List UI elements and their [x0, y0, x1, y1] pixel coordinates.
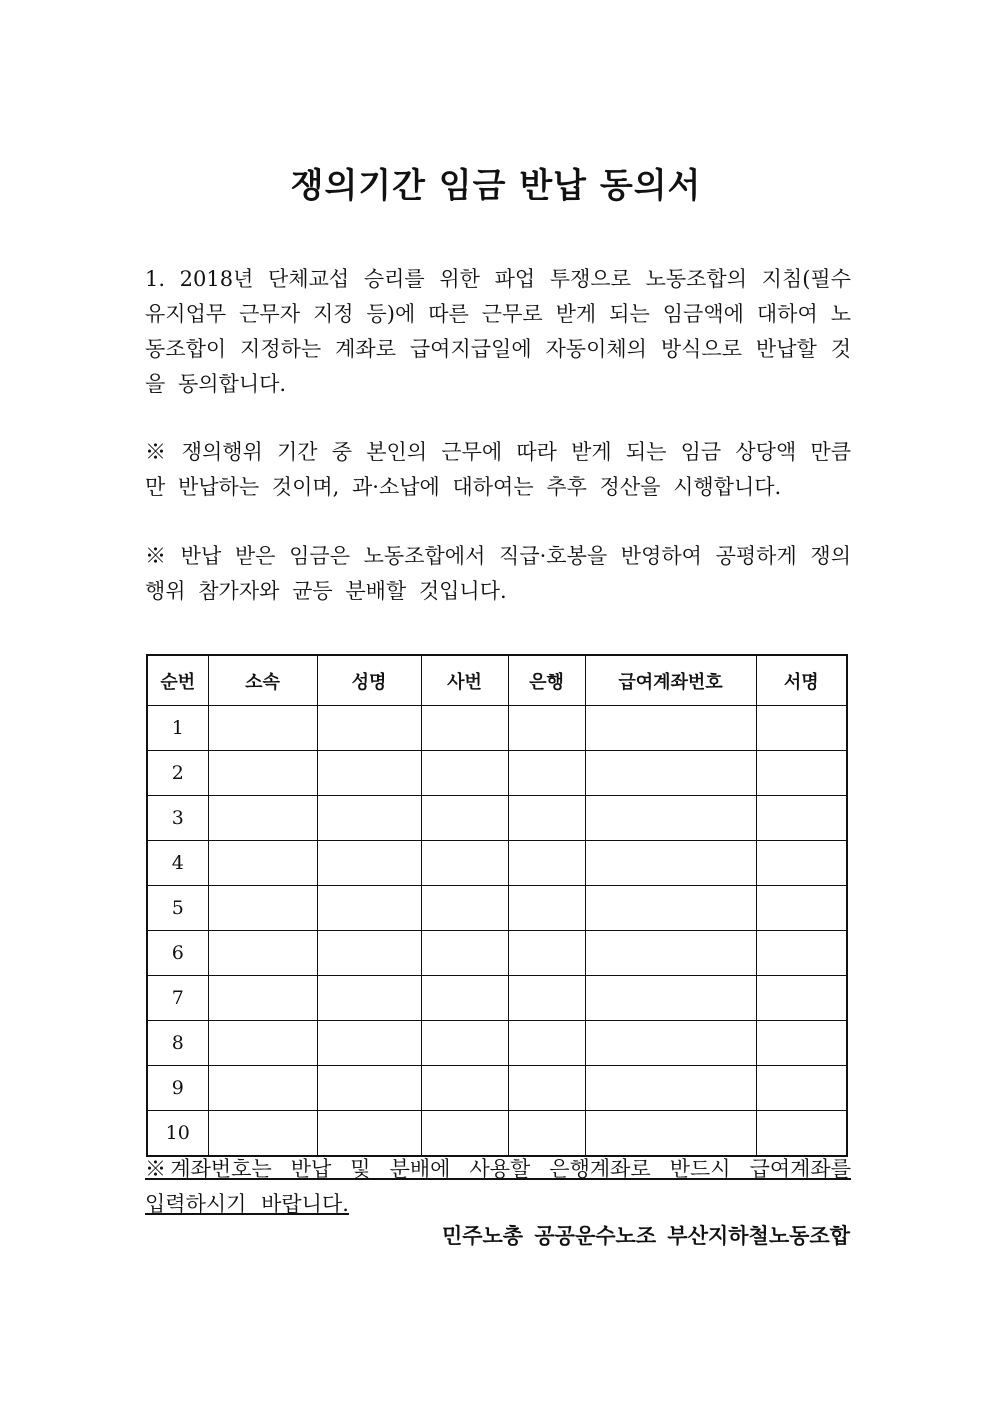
cell-bank[interactable] [508, 706, 585, 751]
cell-bank[interactable] [508, 1021, 585, 1066]
cell-bank[interactable] [508, 841, 585, 886]
cell-employee-id[interactable] [421, 976, 508, 1021]
signature-table [146, 654, 848, 1157]
note-paragraph-settlement: ※ 쟁의행위 기간 중 본인의 근무에 따라 받게 되는 임금 상당액 만큼만 반납하는 것이며, 과·소납에 대하여는 추후 정산을 시행합니다. [145, 440, 851, 499]
cell-seq: 10 [147, 1111, 208, 1157]
cell-affiliation[interactable] [208, 751, 317, 796]
cell-seq: 6 [147, 931, 208, 976]
cell-employee-id[interactable] [421, 841, 508, 886]
cell-account-number[interactable] [585, 796, 756, 841]
cell-name[interactable] [317, 841, 421, 886]
cell-employee-id[interactable] [421, 1021, 508, 1066]
cell-affiliation[interactable] [208, 841, 317, 886]
document-title: 쟁의기간 임금 반납 동의서 [290, 166, 702, 206]
cell-account-number[interactable] [585, 706, 756, 751]
cell-bank[interactable] [508, 886, 585, 931]
cell-seq: 4 [147, 841, 208, 886]
cell-bank[interactable] [508, 976, 585, 1021]
cell-affiliation[interactable] [208, 1111, 317, 1157]
cell-employee-id[interactable] [421, 886, 508, 931]
header-affiliation: 소속 [208, 655, 317, 706]
header-employee-id: 사번 [421, 655, 508, 706]
header-seq: 순번 [147, 655, 208, 706]
cell-bank[interactable] [508, 751, 585, 796]
cell-name[interactable] [317, 886, 421, 931]
header-bank: 은행 [508, 655, 585, 706]
table-row [147, 931, 847, 976]
cell-affiliation[interactable] [208, 886, 317, 931]
cell-signature[interactable] [756, 1021, 847, 1066]
cell-name[interactable] [317, 796, 421, 841]
cell-employee-id[interactable] [421, 1111, 508, 1157]
note-paragraph-distribution: ※ 반납 받은 임금은 노동조합에서 직급·호봉을 반영하여 공평하게 쟁의행위 참가자와 균등 분배할 것입니다. [145, 544, 851, 603]
table-row [147, 1021, 847, 1066]
cell-signature[interactable] [756, 976, 847, 1021]
cell-account-number[interactable] [585, 1111, 756, 1157]
table-header-row [147, 655, 847, 706]
cell-seq: 8 [147, 1021, 208, 1066]
cell-seq: 3 [147, 796, 208, 841]
cell-account-number[interactable] [585, 841, 756, 886]
cell-employee-id[interactable] [421, 751, 508, 796]
header-name: 성명 [317, 655, 421, 706]
table-row [147, 706, 847, 751]
table-row [147, 976, 847, 1021]
cell-affiliation[interactable] [208, 976, 317, 1021]
cell-bank[interactable] [508, 1111, 585, 1157]
table-row [147, 796, 847, 841]
header-signature: 서명 [756, 655, 847, 706]
cell-bank[interactable] [508, 1066, 585, 1111]
cell-name[interactable] [317, 976, 421, 1021]
cell-seq: 5 [147, 886, 208, 931]
table-row [147, 841, 847, 886]
cell-signature[interactable] [756, 751, 847, 796]
cell-signature[interactable] [756, 1111, 847, 1157]
cell-account-number[interactable] [585, 1021, 756, 1066]
cell-seq: 9 [147, 1066, 208, 1111]
cell-seq: 1 [147, 706, 208, 751]
cell-seq: 2 [147, 751, 208, 796]
cell-name[interactable] [317, 1021, 421, 1066]
cell-account-number[interactable] [585, 931, 756, 976]
cell-account-number[interactable] [585, 1066, 756, 1111]
cell-name[interactable] [317, 706, 421, 751]
consent-paragraph: 1. 2018년 단체교섭 승리를 위한 파업 투쟁으로 노동조합의 지침(필수유지업무 근무자 지정 등)에 따른 근무로 받게 되는 임금액에 대하여 노동조합이 지정하는 계좌로 급여지급일에 자동이체의 방식으로 반납할 것을 동의합니다. [145, 267, 851, 396]
cell-affiliation[interactable] [208, 931, 317, 976]
cell-affiliation[interactable] [208, 1021, 317, 1066]
table-row [147, 751, 847, 796]
cell-employee-id[interactable] [421, 931, 508, 976]
cell-signature[interactable] [756, 1066, 847, 1111]
cell-employee-id[interactable] [421, 1066, 508, 1111]
cell-name[interactable] [317, 751, 421, 796]
cell-name[interactable] [317, 1066, 421, 1111]
cell-account-number[interactable] [585, 751, 756, 796]
table-body [147, 706, 847, 1157]
cell-affiliation[interactable] [208, 796, 317, 841]
cell-account-number[interactable] [585, 976, 756, 1021]
cell-employee-id[interactable] [421, 706, 508, 751]
cell-bank[interactable] [508, 796, 585, 841]
cell-bank[interactable] [508, 931, 585, 976]
cell-employee-id[interactable] [421, 796, 508, 841]
account-footnote-text: ※계좌번호는 반납 및 분배에 사용할 은행계좌로 반드시 급여계좌를 입력하시기 바랍니다. [145, 1157, 851, 1216]
table-row [147, 1066, 847, 1111]
cell-signature[interactable] [756, 931, 847, 976]
cell-signature[interactable] [756, 886, 847, 931]
cell-seq: 7 [147, 976, 208, 1021]
cell-affiliation[interactable] [208, 706, 317, 751]
cell-signature[interactable] [756, 841, 847, 886]
cell-account-number[interactable] [585, 886, 756, 931]
header-account-number: 급여계좌번호 [585, 655, 756, 706]
cell-signature[interactable] [756, 796, 847, 841]
table-row [147, 1111, 847, 1157]
cell-signature[interactable] [756, 706, 847, 751]
issuer-name: 민주노총 공공운수노조 부산지하철노동조합 [441, 1224, 850, 1248]
cell-name[interactable] [317, 931, 421, 976]
cell-affiliation[interactable] [208, 1066, 317, 1111]
table-row [147, 886, 847, 931]
cell-name[interactable] [317, 1111, 421, 1157]
account-footnote [145, 1152, 851, 1222]
